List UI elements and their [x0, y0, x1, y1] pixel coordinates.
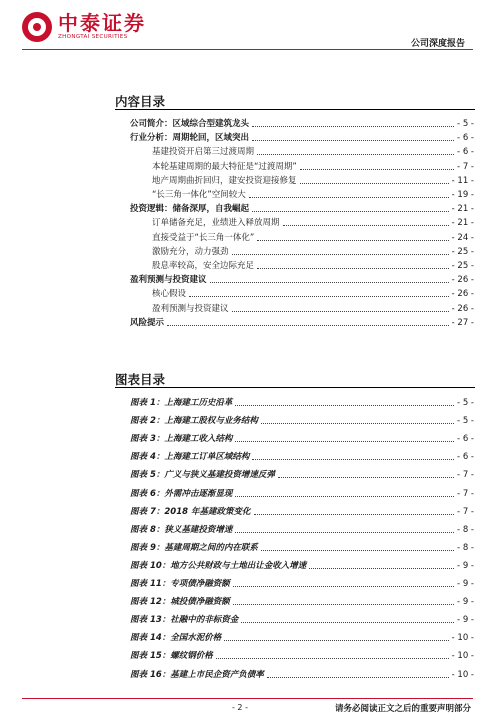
dot-leader	[300, 169, 454, 170]
footer-divider	[22, 698, 473, 699]
figure-entry[interactable]	[130, 611, 474, 625]
entry-label: 核心假设	[152, 289, 187, 300]
dot-leader	[283, 225, 449, 226]
dot-leader	[252, 459, 454, 460]
dot-leader	[233, 604, 454, 605]
dot-leader	[189, 296, 449, 297]
contents-title: 内容目录	[115, 94, 166, 109]
entry-page-number: - 10 -	[451, 651, 474, 662]
entry-page-number: - 26 -	[451, 289, 474, 300]
toc-entry[interactable]	[130, 200, 474, 214]
entry-page-number: - 10 -	[451, 669, 474, 680]
entry-page-number: - 25 -	[451, 261, 474, 271]
entry-label: 图表 14：全国水泥价格	[130, 633, 222, 644]
dot-leader	[257, 240, 448, 241]
figure-entry[interactable]	[130, 412, 474, 426]
entry-page-number: - 7 -	[457, 470, 474, 481]
figure-entry[interactable]	[130, 557, 474, 571]
dot-leader	[224, 640, 448, 641]
dot-leader	[233, 586, 454, 587]
entry-page-number: - 8 -	[457, 542, 474, 553]
page-header	[0, 0, 495, 52]
entry-label: 订单储备充足，业绩进入释放周期	[152, 218, 280, 229]
entry-label: 图表 16：基建上市民企资产负债率	[130, 669, 264, 680]
toc-entry[interactable]	[130, 271, 474, 285]
entry-label: 图表 1：上海建工历史沿革	[130, 398, 233, 408]
dot-leader	[167, 325, 449, 326]
dot-leader	[241, 622, 454, 623]
entry-page-number: - 6 -	[457, 434, 474, 445]
dot-leader	[232, 254, 449, 255]
entry-label: 直接受益于“长三角一体化”	[152, 232, 255, 243]
dot-leader	[300, 183, 449, 184]
brand-name-cn: 中泰证券	[58, 11, 146, 36]
entry-label: 图表 6：外需冲击逐渐显现	[130, 488, 233, 499]
entry-page-number: - 21 -	[451, 204, 474, 215]
entry-label: 图表 8：狭义基建投资增速	[130, 524, 233, 535]
entry-page-number: - 6 -	[457, 452, 474, 463]
contents-title-divider	[115, 109, 475, 110]
entry-page-number: - 5 -	[457, 119, 474, 129]
figures-title-divider	[115, 387, 475, 388]
entry-label: 盈利预测与投资建议	[152, 303, 229, 314]
report-type: 公司深度报告	[410, 39, 465, 49]
entry-label: 股息率较高，安全边际充足	[152, 261, 255, 271]
entry-page-number: - 9 -	[457, 615, 474, 626]
toc-entry[interactable]	[152, 186, 474, 200]
entry-label: 图表 11：专项债净融资额	[130, 579, 230, 589]
entry-label: 风险提示	[130, 317, 165, 328]
entry-page-number: - 24 -	[451, 232, 474, 243]
entry-page-number: - 8 -	[457, 524, 474, 535]
figure-entry[interactable]	[130, 647, 474, 661]
toc-entry[interactable]	[152, 172, 474, 186]
entry-page-number: - 7 -	[457, 488, 474, 499]
header-divider	[22, 49, 473, 50]
figure-entry[interactable]	[130, 575, 474, 589]
entry-page-number: - 19 -	[451, 190, 474, 200]
figure-entry[interactable]	[130, 430, 474, 444]
disclaimer-note: 请务必阅读正文之后的重要声明部分	[334, 704, 471, 714]
entry-label: 基建投资开启第三过渡周期	[152, 147, 255, 158]
figure-entry[interactable]	[130, 666, 474, 680]
figure-entry[interactable]	[130, 485, 474, 499]
figure-entry[interactable]	[130, 503, 474, 517]
figure-entry[interactable]	[130, 539, 474, 553]
entry-label: 图表 15：螺纹钢价格	[130, 651, 213, 662]
brand-name-en: ZHONGTAI SECURITIES	[58, 34, 128, 41]
entry-page-number: - 6 -	[457, 133, 474, 144]
toc-entry[interactable]	[130, 314, 474, 328]
dot-leader	[267, 677, 449, 678]
dot-leader	[309, 568, 454, 569]
entry-page-number: - 5 -	[457, 398, 474, 408]
entry-label: 图表 5：广义与狭义基建投资增速反弹	[130, 470, 275, 481]
toc-entry[interactable]	[152, 257, 474, 271]
dot-leader	[235, 405, 454, 406]
toc-entry[interactable]	[152, 285, 474, 299]
dot-leader	[261, 550, 454, 551]
toc-entry[interactable]	[152, 158, 474, 172]
entry-label: 图表 4：上海建工订单区域结构	[130, 452, 250, 463]
figures-title: 图表目录	[115, 372, 166, 387]
toc-entry[interactable]	[152, 243, 474, 257]
dot-leader	[278, 477, 454, 478]
figure-entry[interactable]	[130, 593, 474, 607]
entry-page-number: - 27 -	[451, 317, 474, 328]
entry-label: 公司简介：区域综合型建筑龙头	[130, 119, 250, 129]
entry-page-number: - 21 -	[451, 218, 474, 229]
toc-entry[interactable]	[130, 129, 474, 143]
toc-entry[interactable]	[152, 300, 474, 314]
entry-label: 图表 10：地方公共财政与土地出让金收入增速	[130, 560, 307, 571]
figure-entry[interactable]	[130, 521, 474, 535]
entry-page-number: - 7 -	[457, 506, 474, 517]
dot-leader	[249, 197, 449, 198]
toc-entry[interactable]	[152, 214, 474, 228]
entry-label: 行业分析：周期轮回，区域突出	[130, 133, 250, 144]
dot-leader	[252, 140, 454, 141]
entry-page-number: - 10 -	[451, 633, 474, 644]
entry-label: 本轮基建周期的最大特征是“过渡周期”	[152, 161, 297, 172]
toc-entry[interactable]	[152, 229, 474, 243]
entry-page-number: - 5 -	[457, 416, 474, 427]
entry-page-number: - 7 -	[457, 161, 474, 172]
entry-label: 图表 3：上海建工收入结构	[130, 434, 233, 445]
figure-entry[interactable]	[130, 466, 474, 480]
dot-leader	[235, 496, 454, 497]
entry-label: 激励充分，动力强劲	[152, 246, 229, 257]
entry-label: 投资逻辑：储备深厚，自我崛起	[130, 204, 250, 215]
dot-leader	[257, 268, 449, 269]
figure-entry[interactable]	[130, 448, 474, 462]
figure-entry[interactable]	[130, 394, 474, 408]
dot-leader	[257, 154, 454, 155]
entry-page-number: - 11 -	[451, 175, 474, 186]
entry-label: “长三角一体化”空间较大	[152, 190, 246, 200]
figure-entry[interactable]	[130, 629, 474, 643]
dot-leader	[235, 532, 454, 533]
toc-entry[interactable]	[130, 115, 474, 129]
toc-entry[interactable]	[152, 143, 474, 157]
entry-label: 图表 13：社融中的非标资金	[130, 615, 239, 626]
brand-logo	[22, 12, 146, 42]
entry-label: 地产周期曲折回归，建安投资迎接修复	[152, 175, 297, 186]
dot-leader	[232, 311, 449, 312]
entry-page-number: - 25 -	[451, 246, 474, 257]
entry-label: 图表 2：上海建工股权与业务结构	[130, 416, 258, 427]
dot-leader	[216, 658, 449, 659]
entry-page-number: - 9 -	[457, 597, 474, 608]
entry-page-number: - 9 -	[457, 579, 474, 589]
dot-leader	[252, 211, 449, 212]
entry-page-number: - 9 -	[457, 560, 474, 571]
entry-label: 盈利预测与投资建议	[130, 275, 207, 286]
entry-page-number: - 26 -	[451, 303, 474, 314]
entry-page-number: - 6 -	[457, 147, 474, 158]
dot-leader	[252, 126, 454, 127]
dot-leader	[261, 423, 454, 424]
entry-label: 图表 12：城投债净融资额	[130, 597, 230, 608]
entry-page-number: - 26 -	[451, 275, 474, 286]
dot-leader	[235, 441, 454, 442]
dot-leader	[254, 514, 455, 515]
dot-leader	[210, 282, 449, 283]
entry-label: 图表 9：基建周期之间的内在联系	[130, 542, 258, 553]
entry-label: 图表 7：2018 年基建政策变化	[130, 506, 251, 517]
brand-logo-icon	[22, 12, 52, 42]
page-number: - 2 -	[232, 703, 248, 712]
